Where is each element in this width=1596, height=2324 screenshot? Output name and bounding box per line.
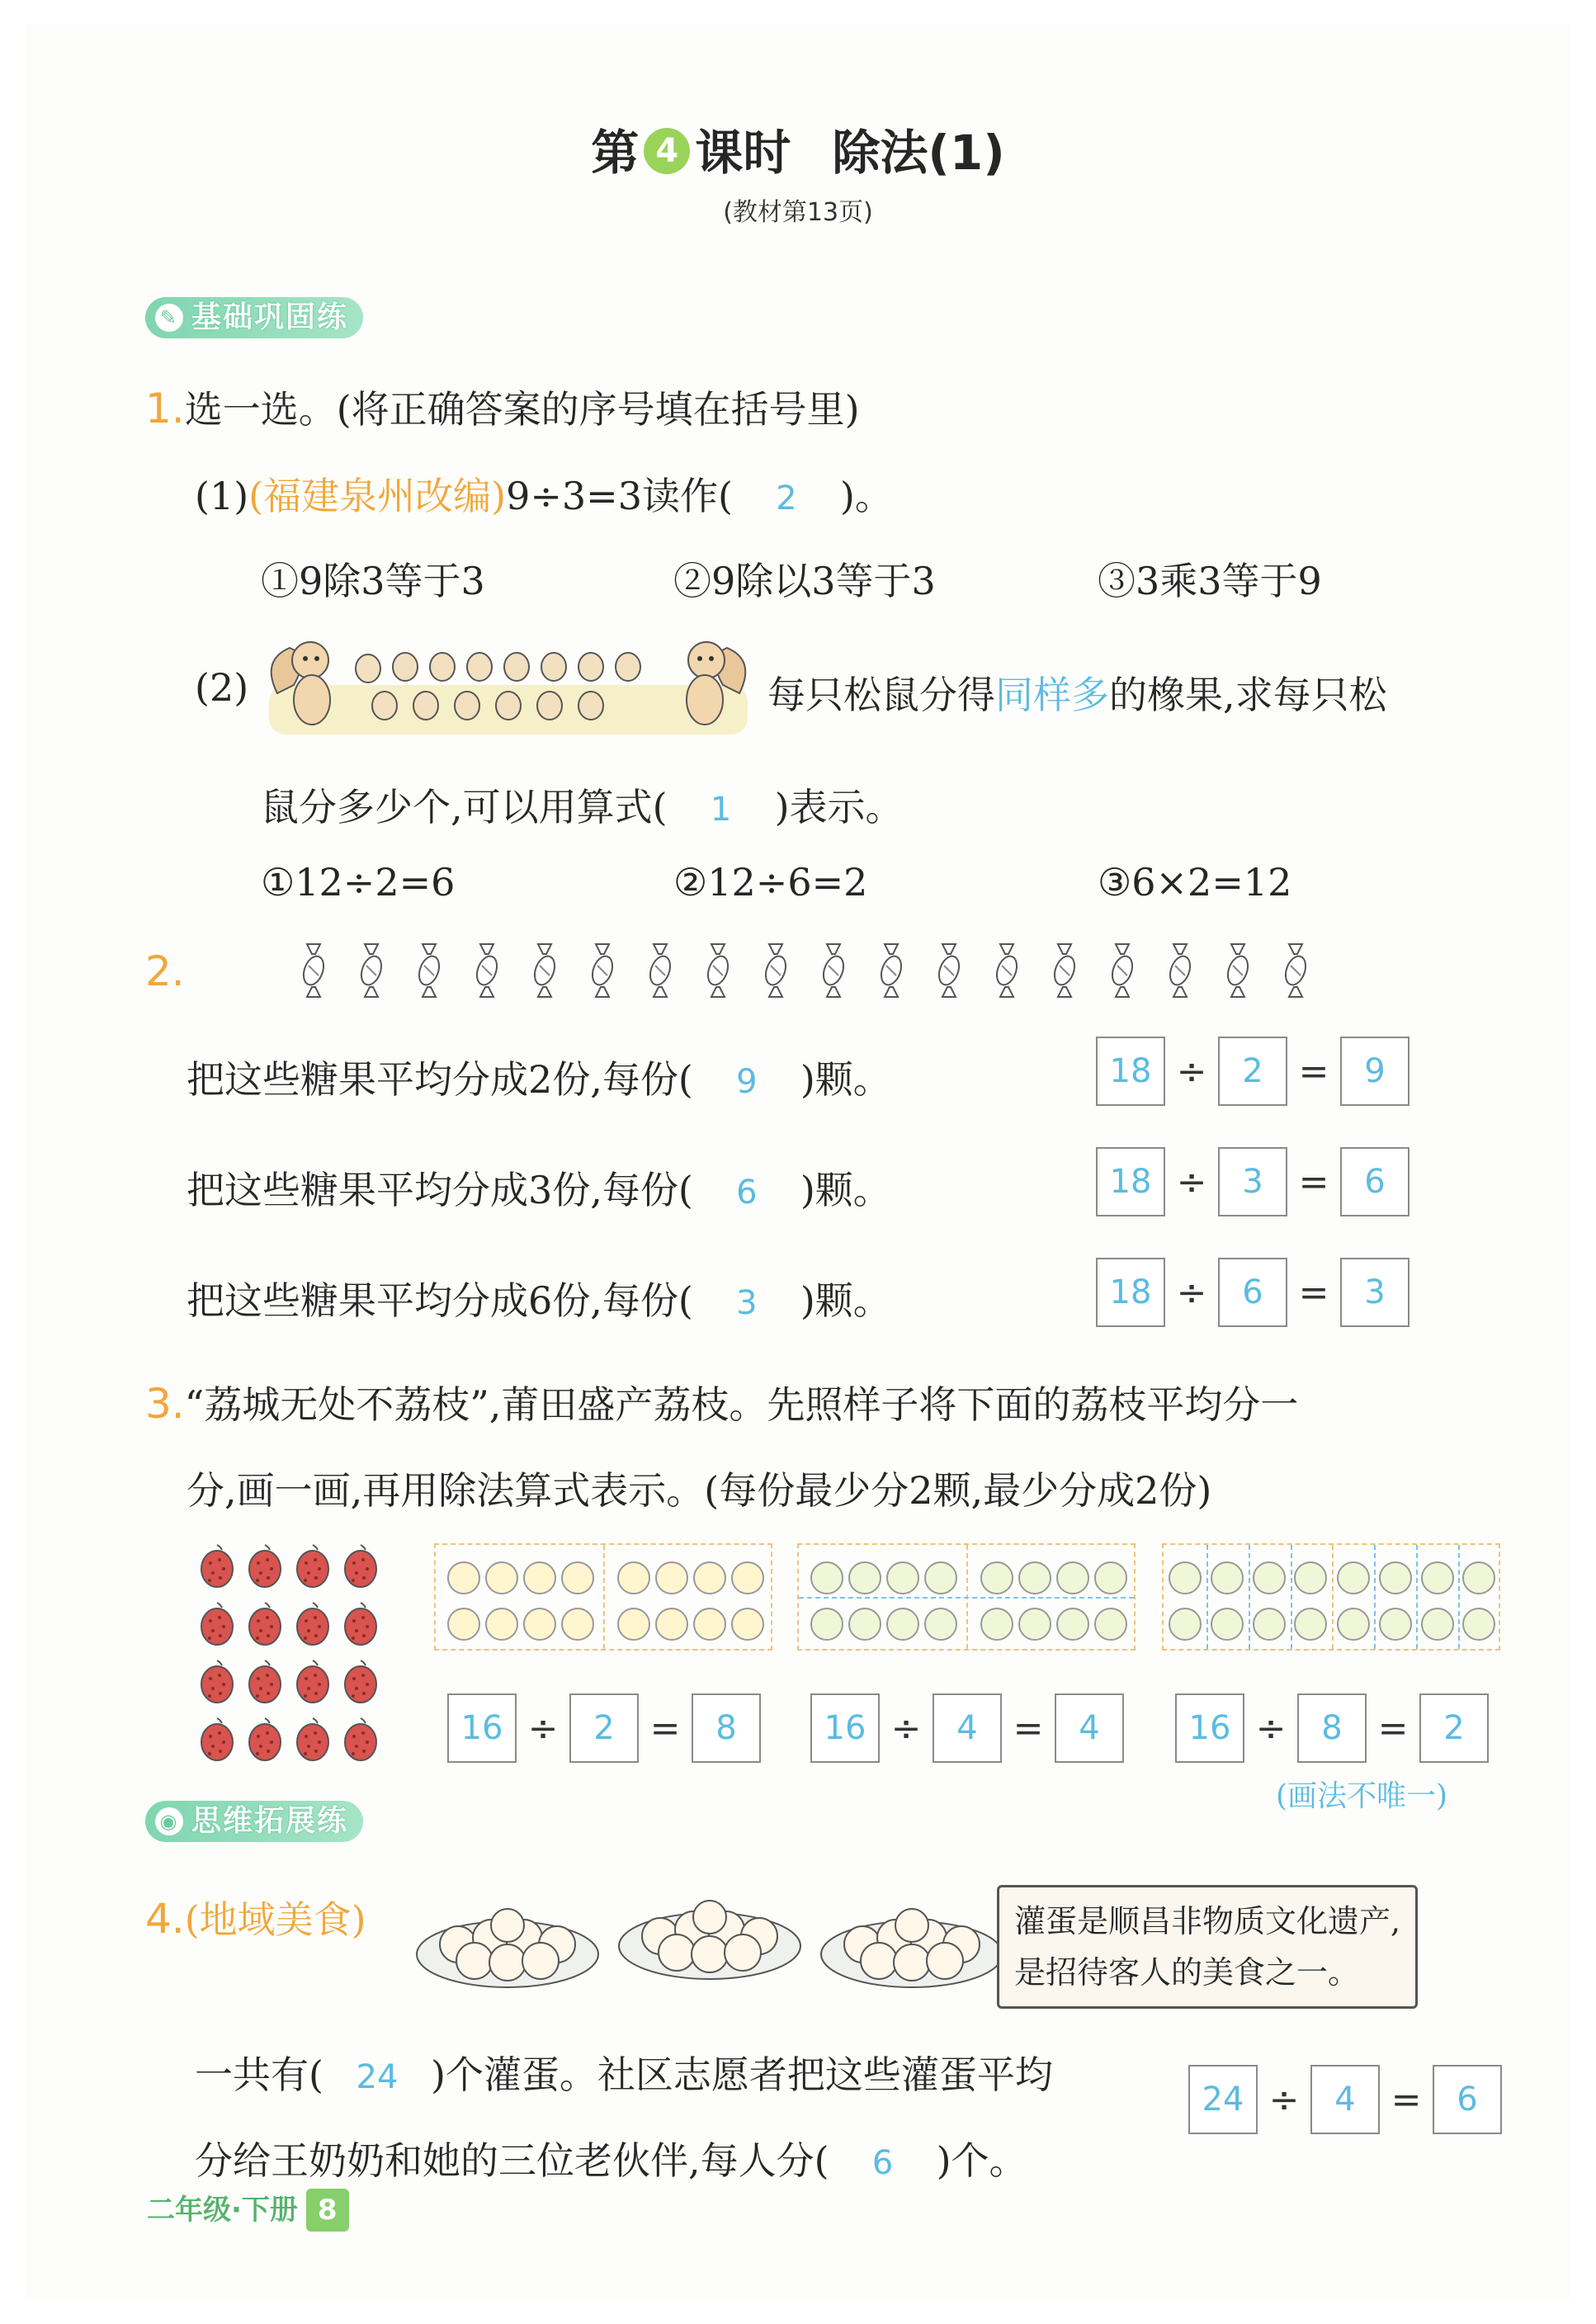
circle-marker <box>1211 1561 1244 1594</box>
circle-marker <box>1094 1561 1127 1594</box>
circle-marker <box>523 1561 556 1594</box>
source-note: (福建泉州改编) <box>248 474 507 518</box>
option-3: ③3乘3等于9 <box>1098 559 1322 603</box>
lychee-icon <box>198 1657 236 1705</box>
quotient-box[interactable]: 8 <box>692 1693 761 1763</box>
question-4-line-2 <box>195 2131 1027 2185</box>
text-segment: 每只松鼠分得 <box>767 673 995 717</box>
text-segment: )表示。 <box>774 785 904 829</box>
circle-marker <box>617 1608 650 1641</box>
circle-marker <box>731 1561 764 1594</box>
divide-sign: ÷ <box>527 1707 559 1750</box>
circle-marker <box>523 1608 556 1641</box>
part-close: )。 <box>839 474 893 518</box>
circle-marker <box>1379 1608 1412 1641</box>
divisor-box[interactable]: 6 <box>1218 1258 1287 1327</box>
answer-blank[interactable]: 2 <box>776 479 797 517</box>
circle-marker <box>447 1608 480 1641</box>
divider-line <box>1332 1545 1334 1649</box>
circle-marker <box>886 1561 919 1594</box>
lychee-icon <box>342 1542 380 1589</box>
lychee-icon <box>342 1657 380 1705</box>
info-card <box>997 1885 1418 2009</box>
circle-marker <box>1421 1608 1454 1641</box>
lychee-icon <box>198 1542 236 1589</box>
lychee-icon <box>342 1715 380 1763</box>
brain-icon: ◉ <box>155 1807 183 1835</box>
quotient-box[interactable]: 2 <box>1419 1693 1489 1763</box>
lychee-icon <box>246 1715 284 1763</box>
q2-row-3-text <box>187 1271 891 1325</box>
text-segment: 的橡果,求每只松 <box>1109 673 1387 717</box>
divide-sign: ÷ <box>1176 1271 1207 1314</box>
circle-marker <box>1379 1561 1412 1594</box>
circle-marker <box>1056 1561 1089 1594</box>
option-3: ③6×2=12 <box>1098 860 1292 905</box>
circle-marker <box>810 1608 843 1641</box>
text-segment: 一共有( <box>195 2052 323 2097</box>
text-segment: 把这些糖果平均分成2份,每份( <box>187 1057 693 1102</box>
quotient-box[interactable]: 6 <box>1433 2065 1502 2134</box>
egg-plates-svg <box>413 1880 1007 1996</box>
candy-icon <box>1279 941 1312 1000</box>
circle-marker <box>1337 1608 1370 1641</box>
equals-sign: = <box>1013 1707 1044 1750</box>
candy-icon <box>701 941 734 1000</box>
candy-icon <box>644 941 677 1000</box>
answer-blank[interactable]: 6 <box>736 1174 758 1212</box>
part-text: 9÷3=3读作( <box>506 474 733 518</box>
circle-marker <box>485 1561 518 1594</box>
circle-marker <box>1253 1608 1286 1641</box>
dividend-box[interactable]: 24 <box>1188 2065 1258 2134</box>
drawing-note: (画法不唯一) <box>1276 1779 1448 1813</box>
text-segment: 把这些糖果平均分成3份,每份( <box>187 1168 693 1212</box>
divide-sign: ÷ <box>1255 1707 1287 1750</box>
divisor-box[interactable]: 2 <box>569 1693 639 1763</box>
candy-icon <box>817 941 850 1000</box>
lychee-icon <box>294 1542 332 1589</box>
plate-1 <box>417 1909 598 1987</box>
question-2-number: 2. <box>145 947 185 995</box>
text-segment: )个。 <box>936 2138 1027 2183</box>
circle-marker <box>810 1561 843 1594</box>
circle-marker <box>485 1608 518 1641</box>
question-3-line-2: 分,画一画,再用除法算式表示。(每份最少分2颗,最少分成2份) <box>187 1468 1212 1513</box>
circle-marker <box>1294 1608 1327 1641</box>
circle-marker <box>655 1561 688 1594</box>
dividend-box[interactable]: 16 <box>810 1693 880 1763</box>
quotient-box[interactable]: 9 <box>1340 1037 1409 1106</box>
circle-marker <box>1421 1561 1454 1594</box>
q3-equation-1 <box>447 1693 761 1763</box>
divider-line <box>1206 1545 1208 1649</box>
divide-sign: ÷ <box>1176 1160 1207 1203</box>
lychee-icon <box>198 1599 236 1647</box>
question-number: 3. <box>145 1380 185 1428</box>
circle-marker <box>1211 1608 1244 1641</box>
question-3-line-1 <box>145 1375 1298 1429</box>
lychee-icon <box>294 1657 332 1705</box>
divisor-box[interactable]: 8 <box>1297 1693 1367 1763</box>
quotient-box[interactable]: 4 <box>1055 1693 1124 1763</box>
candy-icon <box>1106 941 1139 1000</box>
divider-line <box>1249 1545 1250 1649</box>
section-banner-thinking <box>145 1801 363 1842</box>
option-1: ①12÷2=6 <box>261 860 456 905</box>
circle-marker <box>1462 1561 1495 1594</box>
squirrels-acorns-illustration <box>261 627 756 743</box>
divider-line <box>1458 1545 1460 1649</box>
lesson-prefix: 第 <box>591 125 640 181</box>
lychee-icon <box>342 1599 380 1647</box>
divisor-box[interactable]: 3 <box>1218 1147 1287 1216</box>
circle-marker <box>886 1608 919 1641</box>
divider-line <box>1374 1545 1376 1649</box>
circle-marker <box>1294 1561 1327 1594</box>
candy-icon <box>1221 941 1254 1000</box>
part-2-label: (2) <box>195 665 249 710</box>
divider-line <box>603 1545 605 1649</box>
candy-icon <box>875 941 908 1000</box>
divider-line <box>1416 1545 1418 1649</box>
text-segment: )个灌蛋。社区志愿者把这些灌蛋平均 <box>430 2052 1053 2097</box>
question-4-line-1 <box>195 2045 1053 2100</box>
plate-3 <box>821 1909 1003 1987</box>
question-1-prompt <box>145 380 860 434</box>
text-segment: 把这些糖果平均分成6份,每份( <box>187 1278 693 1323</box>
circle-marker <box>561 1561 594 1594</box>
lychee-icon <box>246 1599 284 1647</box>
candy-icon <box>1048 941 1081 1000</box>
divide-sign: ÷ <box>1268 2078 1300 2121</box>
circle-marker <box>561 1608 594 1641</box>
lychee-icon <box>294 1715 332 1763</box>
circle-marker <box>848 1561 881 1594</box>
q2-row-1-text <box>187 1050 891 1104</box>
card-line-1: 灌蛋是顺昌非物质文化遗产, <box>1014 1903 1401 1939</box>
candy-icon <box>586 941 619 1000</box>
divisor-box[interactable]: 4 <box>933 1693 1002 1763</box>
divide-sign: ÷ <box>890 1707 922 1750</box>
dividend-box[interactable]: 18 <box>1096 1147 1165 1216</box>
answer-blank[interactable]: 6 <box>871 2144 894 2182</box>
answer-blank[interactable]: 3 <box>736 1284 758 1322</box>
circle-marker <box>1462 1608 1495 1641</box>
q3-equation-2 <box>810 1693 1124 1763</box>
section-banner-basic <box>145 297 363 338</box>
card-line-2: 是招待客人的美食之一。 <box>1014 1954 1360 1991</box>
quotient-box[interactable]: 3 <box>1340 1258 1409 1327</box>
lychee-icon <box>246 1542 284 1589</box>
lesson-suffix: 课时 <box>695 125 791 181</box>
equals-sign: = <box>1298 1271 1329 1314</box>
circle-marker <box>848 1608 881 1641</box>
q2-row-1-equation <box>1096 1037 1409 1106</box>
text-segment: )颗。 <box>800 1278 891 1323</box>
divider-line <box>1291 1545 1292 1649</box>
part-2-text-line2 <box>261 777 904 832</box>
grouping-panel-8 <box>1162 1543 1500 1651</box>
circle-marker <box>924 1561 957 1594</box>
candy-icon <box>759 941 792 1000</box>
section-label: 基础巩固练 <box>191 300 349 334</box>
grade-label: 二年级·下册 <box>147 2194 298 2227</box>
circle-marker <box>1018 1608 1051 1641</box>
circle-marker <box>980 1608 1013 1641</box>
option-2: ②9除以3等于3 <box>673 559 936 603</box>
candy-icon <box>1164 941 1197 1000</box>
divider-line <box>799 1597 1134 1599</box>
divisor-box[interactable]: 4 <box>1310 2065 1380 2134</box>
grouping-panel-4 <box>797 1543 1136 1651</box>
lychee-icon <box>246 1657 284 1705</box>
lesson-title: 除法(1) <box>832 125 1005 181</box>
equals-sign: = <box>1377 1707 1409 1750</box>
dividend-box[interactable]: 16 <box>447 1693 517 1763</box>
page-footer <box>147 2189 349 2232</box>
circle-marker <box>1094 1608 1127 1641</box>
candy-row <box>297 941 1337 1007</box>
candy-icon <box>528 941 561 1000</box>
source-note: (地域美食) <box>184 1897 366 1942</box>
q2-row-2-text <box>187 1160 891 1215</box>
lychee-icon <box>294 1599 332 1647</box>
lychee-icon <box>198 1715 236 1763</box>
candy-icon <box>355 941 388 1000</box>
candy-icon <box>470 941 503 1000</box>
part-label: (1) <box>195 474 249 518</box>
circle-marker <box>693 1561 726 1594</box>
text-segment: 鼠分多少个,可以用算式( <box>261 785 668 829</box>
equals-sign: = <box>1391 2078 1422 2121</box>
candy-icon <box>933 941 966 1000</box>
textbook-reference: (教材第13页) <box>723 198 873 227</box>
divide-sign: ÷ <box>1176 1050 1207 1093</box>
page-number: 8 <box>306 2189 349 2232</box>
lesson-number-badge: 4 <box>644 128 690 174</box>
circle-marker <box>924 1608 957 1641</box>
circle-marker <box>617 1561 650 1594</box>
question-4-header <box>145 1890 366 1944</box>
q3-equation-3 <box>1175 1693 1489 1763</box>
text-segment: 分给王奶奶和她的三位老伙伴,每人分( <box>195 2138 829 2183</box>
section-label: 思维拓展练 <box>191 1804 349 1838</box>
circle-marker <box>980 1561 1013 1594</box>
text-segment: )颗。 <box>800 1057 891 1102</box>
highlight-text: 同样多 <box>995 673 1109 717</box>
question-1-part-1 <box>195 466 893 521</box>
plate-2 <box>619 1901 800 1979</box>
lychee-grid <box>198 1542 388 1773</box>
answer-blank[interactable]: 24 <box>356 2058 399 2096</box>
circle-marker <box>693 1608 726 1641</box>
dividend-box[interactable]: 18 <box>1096 1037 1165 1106</box>
circle-marker <box>1169 1608 1202 1641</box>
answer-blank[interactable]: 1 <box>710 791 732 829</box>
text-segment: “荔城无处不荔枝”,莆田盛产荔枝。先照样子将下面的荔枝平均分一 <box>184 1382 1299 1427</box>
text-segment: )颗。 <box>800 1168 891 1212</box>
circle-marker <box>1056 1608 1089 1641</box>
answer-blank[interactable]: 9 <box>736 1063 758 1101</box>
candy-icon <box>990 941 1023 1000</box>
part-2-text-line1 <box>767 665 1387 720</box>
equals-sign: = <box>1298 1050 1329 1093</box>
grouping-panel-2 <box>434 1543 772 1651</box>
equals-sign: = <box>649 1707 681 1750</box>
candy-icon <box>413 941 446 1000</box>
prompt-text: 选一选。(将正确答案的序号填在括号里) <box>184 387 860 432</box>
page-title <box>0 114 1596 183</box>
candy-icon <box>297 941 330 1000</box>
circle-marker <box>731 1608 764 1641</box>
dividend-box[interactable]: 16 <box>1175 1693 1244 1763</box>
q2-row-3-equation <box>1096 1258 1409 1327</box>
quotient-box[interactable]: 6 <box>1340 1147 1409 1216</box>
q4-equation <box>1188 2065 1502 2134</box>
equals-sign: = <box>1298 1160 1329 1203</box>
circle-marker <box>1018 1561 1051 1594</box>
question-number: 4. <box>145 1895 185 1943</box>
divisor-box[interactable]: 2 <box>1218 1037 1287 1106</box>
pencil-icon: ✎ <box>155 304 183 332</box>
option-2: ②12÷6=2 <box>673 860 868 905</box>
squirrel-acorn-svg <box>261 627 756 743</box>
q2-row-2-equation <box>1096 1147 1409 1216</box>
option-1: ①9除3等于3 <box>261 559 485 603</box>
circle-marker <box>1253 1561 1286 1594</box>
egg-plates-illustration <box>413 1880 1007 1996</box>
circle-marker <box>447 1561 480 1594</box>
dividend-box[interactable]: 18 <box>1096 1258 1165 1327</box>
question-number: 1. <box>145 385 185 432</box>
circle-marker <box>1169 1561 1202 1594</box>
circle-marker <box>655 1608 688 1641</box>
circle-marker <box>1337 1561 1370 1594</box>
